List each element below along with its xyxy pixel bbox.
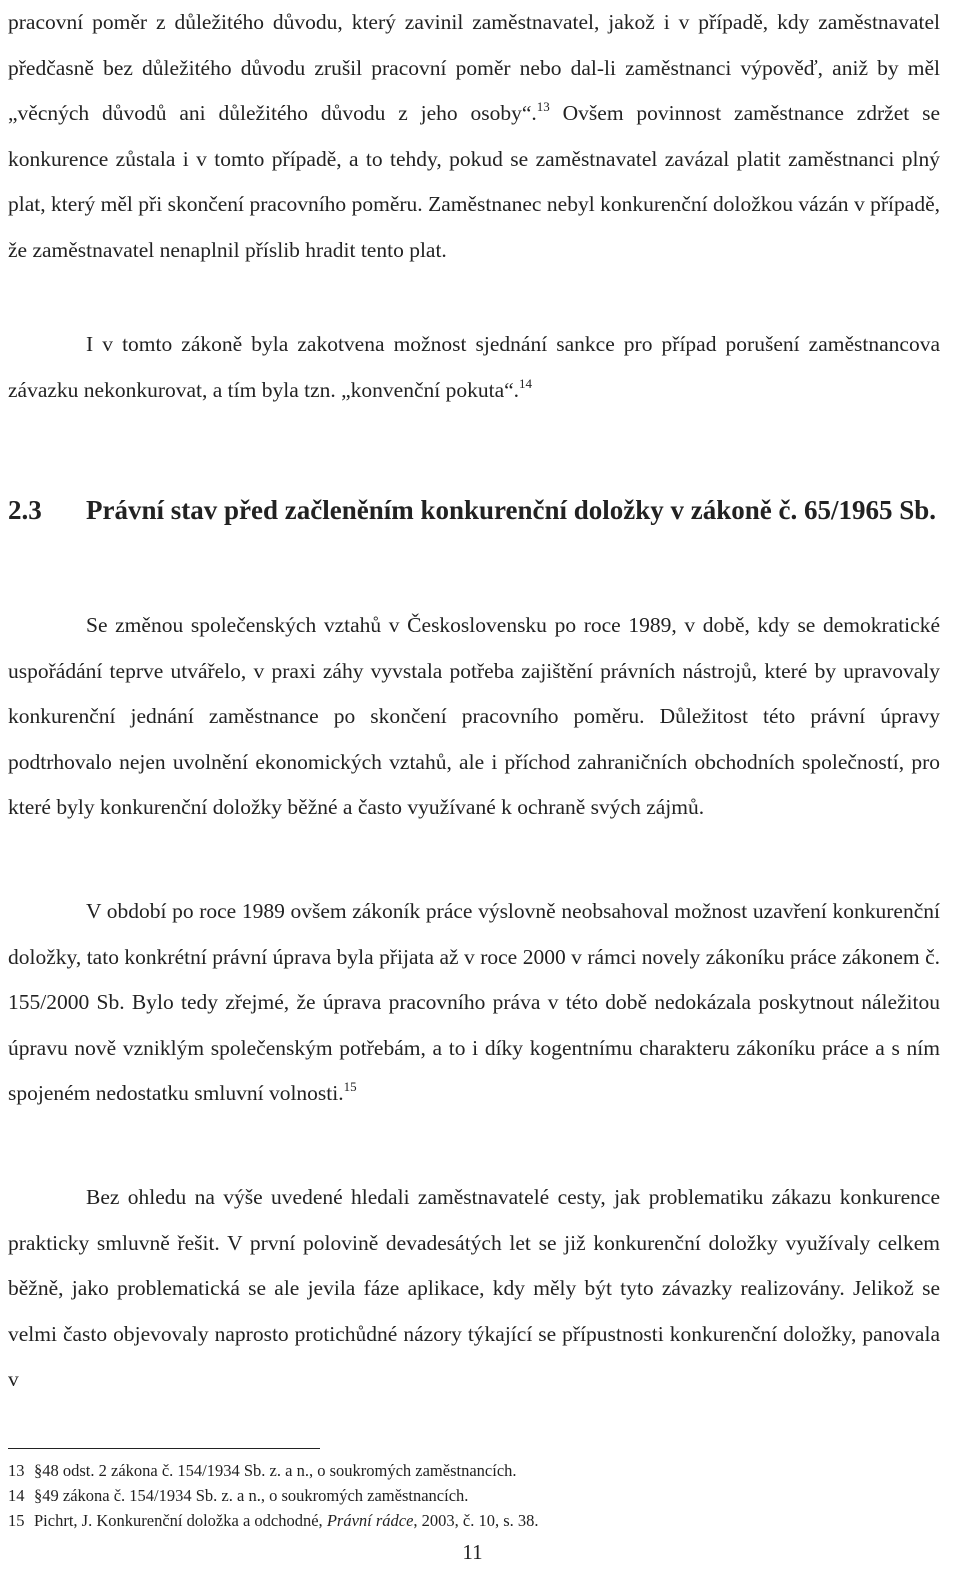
paragraph-1: pracovní poměr z důležitého důvodu, který zavinil zaměstnavatel, jakož i v případě, kdy zaměstnavatel předčasně bez důležitého důvodu zrušil pracovní poměr nebo dal-li zaměstnanci výpověď, aniž by měl „věcných důvodů ani důležitého důvodu z jeho osoby“.$^{13}$ Ovšem povinnost zaměstnance zdržet se konkurence zůstala i v tomto případě, a to tehdy, pokud se zaměstnavatel zavázal platit zaměstnanci plný plat, který měl při skončení pracovního poměru. Zaměstnanec nebyl konkurenční doložkou vázán v případě, že zaměstnavatel nenaplnil příslib hradit tento plat.	[8, 10, 940, 262]
section-heading	[8, 485, 940, 535]
footnote-number: 13	[8, 1461, 25, 1480]
footnote-ref-15[interactable]: 15	[343, 1079, 357, 1094]
paragraph-3: Se změnou společenských vztahů v Československu po roce 1989, v době, kdy se demokratické uspořádání teprve utvářelo, v praxi záhy vyvstala potřeba zajištění právních nástrojů, které by upravovaly konkurenční jednání zaměstnance po skončení pracovního poměru. Důležitost této právní úpravy podtrhovalo nejen uvolnění ekonomických vztahů, ale i příchod zahraničních obchodních společností, pro které byly konkurenční doložky běžné a často využívané k ochraně svých zájmů.	[8, 613, 940, 819]
footnote-number: 14	[8, 1486, 25, 1505]
journal-title: Právní rádce	[326, 1511, 414, 1530]
footnote-number: 15	[8, 1511, 25, 1530]
footnote-ref-14[interactable]: 14	[519, 375, 533, 391]
section-number: 2.3	[8, 495, 42, 525]
paragraph-2: I v tomto zákoně byla zakotvena možnost sjednání sankce pro případ porušení zaměstnancova závazku nekonkurovat, a tím byla tzn. „konvenční pokuta“.$^{14}$	[8, 332, 940, 402]
footnotes	[8, 1458, 940, 1533]
paragraph-4: V období po roce 1989 ovšem zákoník práce výslovně neobsahoval možnost uzavření konkurenční doložky, tato konkrétní právní úprava byla přijata až v roce 2000 v rámci novely zákoníku práce zákonem č. 155/2000 Sb. Bylo tedy zřejmé, že úprava pracovního práva v této době nedokázala poskytnout náležitou úpravu nově vzniklým společenským potřebám, a to i díky kogentnímu charakteru zákoníku práce a s ním spojeném nedostatku smluvní volnosti.$^{15}$	[8, 899, 940, 1105]
page-number: 11	[462, 1540, 483, 1564]
footnote-13: 13 §48 odst. 2 zákona č. 154/1934 Sb. z. a n., o soukromých zaměstnancích.	[8, 1458, 940, 1483]
paragraph-5: Bez ohledu na výše uvedené hledali zaměstnavatelé cesty, jak problematiku zákazu konkurence prakticky smluvně řešit. V první polovině devadesátých let se již konkurenční doložky využívaly celkem běžně, jako problematická se ale jevila fáze aplikace, kdy měly být tyto závazky realizovány. Jelikož se velmi často objevovaly naprosto protichůdné názory týkající se přípustnosti konkurenční doložky, panovala v	[8, 1185, 940, 1391]
footnote-ref-13[interactable]: 13	[536, 99, 550, 114]
section-title: Právní stav před začleněním konkurenční doložky v zákoně č. 65/1965 Sb.	[86, 495, 937, 525]
footnote-15: 15 Pichrt, J. Konkurenční doložka a odchodné, Právní rádce, 2003, č. 10, s. 38.	[8, 1508, 940, 1533]
footnote-14: 14 §49 zákona č. 154/1934 Sb. z. a n., o soukromých zaměstnancích.	[8, 1483, 940, 1508]
footnote-separator	[8, 1448, 320, 1449]
